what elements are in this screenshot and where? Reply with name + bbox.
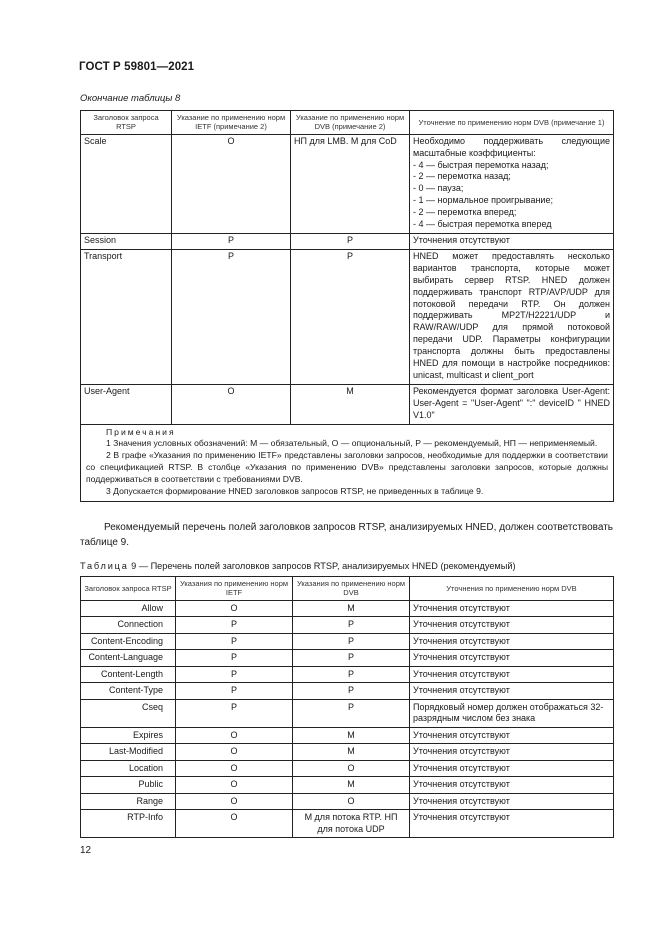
cell-dvb-note: HNED может предоставлять несколько вариантов транспорта, которые может выбирать сервер RTSP. HNED должен поддерживать транспорт RTP/AVP/UDP для потоковой передачи RTP. Он должен поддерживать MP2T/H2221/UDP и RAW/RAW/UDP для прямой потоковой передачи UDP. Параметры конфигурации транспорта должны быть предоставлены HNED для помощи в настройке посредников: unicast, multicast и client_port xyxy=(410,249,614,384)
note-item: 2 В графе «Указания по применению IETF» представлены заголовки запросов, необходимые для поддержки в соответствии со спецификацией RTSP. В столбце «Указания по применению DVB» представлены заголовки запросов, которые должны поддерживаться в соответствии с требованиями DVB. xyxy=(86,450,608,484)
cell-ietf: O xyxy=(176,600,293,617)
table-row xyxy=(81,744,614,761)
cell-dvb-note: Необходимо поддерживать следующие масштабные коэффициенты: - 4 — быстрая перемотка назад; - 2 — перемотка назад; - 0 — пауза; - 1 — нормальное проигрывание; - 2 — перемотка вперед; - 4 — быстрая перемотка вперед xyxy=(410,134,614,233)
cell-dvb: Р xyxy=(293,650,410,667)
cell-ietf: O xyxy=(176,777,293,794)
cell-ietf: Р xyxy=(176,683,293,700)
cell-request-header: Cseq xyxy=(81,699,176,727)
table8-notes-row xyxy=(81,424,614,502)
cell-request-header: Range xyxy=(81,793,176,810)
col-header-dvb: Указание по применению норм DVB (примечание 2) xyxy=(291,111,410,135)
cell-dvb: М для потока RTP. НП для потока UDP xyxy=(293,810,410,838)
cell-request-header: Expires xyxy=(81,727,176,744)
col-header-request: Заголовок запроса RTSP xyxy=(81,577,176,601)
table-row xyxy=(81,793,614,810)
cell-dvb-note: Уточнения отсутствуют xyxy=(410,777,614,794)
cell-dvb: Р xyxy=(293,633,410,650)
cell-dvb-note: Уточнения отсутствуют xyxy=(410,810,614,838)
cell-dvb-note: Уточнения отсутствуют xyxy=(410,683,614,700)
table-9 xyxy=(80,576,614,838)
table-row xyxy=(81,777,614,794)
page-number: 12 xyxy=(80,845,92,856)
table8-caption: Окончание таблицы 8 xyxy=(80,93,181,104)
table-row xyxy=(81,683,614,700)
table-row xyxy=(81,617,614,634)
cell-ietf: Р xyxy=(176,650,293,667)
cell-ietf: Р xyxy=(176,633,293,650)
cell-dvb-note: Уточнения отсутствуют xyxy=(410,744,614,761)
cell-request-header: Transport xyxy=(81,249,172,384)
body-paragraph: Рекомендуемый перечень полей заголовков запросов RTSP, анализируемых HNED, должен соответствовать таблице 9. xyxy=(80,522,613,548)
table-row xyxy=(81,810,614,838)
note-item: 1 Значения условных обозначений: М — обязательный, О — опциональный, Р — рекомендуемый, НП — неприменяемый. xyxy=(106,438,598,449)
cell-dvb: Р xyxy=(291,234,410,250)
cell-dvb: M xyxy=(293,777,410,794)
cell-ietf: O xyxy=(176,744,293,761)
cell-request-header: Location xyxy=(81,760,176,777)
note-item: 3 Допускается формирование HNED заголовков запросов RTSP, не приведенных в таблице 9. xyxy=(106,485,484,496)
cell-request-header: Content-Length xyxy=(81,666,176,683)
table9-caption-text: 9 — Перечень полей заголовков запросов RTSP, анализируемых HNED (рекомендуемый) xyxy=(128,561,516,571)
cell-ietf: Р xyxy=(172,249,291,384)
cell-request-header: Public xyxy=(81,777,176,794)
table9-caption-prefix: Таблица xyxy=(80,561,129,571)
cell-dvb-note: Уточнения отсутствуют xyxy=(410,600,614,617)
col-header-ietf: Указания по применению норм IETF xyxy=(176,577,293,601)
table-row xyxy=(81,249,614,384)
table-row xyxy=(81,234,614,250)
col-header-ietf: Указание по применению норм IETF (примечание 2) xyxy=(172,111,291,135)
cell-request-header: Content-Type xyxy=(81,683,176,700)
cell-dvb: O xyxy=(293,760,410,777)
table-row xyxy=(81,600,614,617)
cell-ietf: O xyxy=(176,793,293,810)
cell-dvb-note: Уточнения отсутствуют xyxy=(410,793,614,810)
cell-request-header: Allow xyxy=(81,600,176,617)
cell-dvb: M xyxy=(291,384,410,424)
notes-title: Примечания xyxy=(106,426,176,437)
cell-dvb-note: Уточнения отсутствуют xyxy=(410,617,614,634)
cell-request-header: RTP-Info xyxy=(81,810,176,838)
table-row xyxy=(81,650,614,667)
cell-dvb: O xyxy=(293,793,410,810)
cell-dvb: Р xyxy=(291,249,410,384)
cell-ietf: Р xyxy=(176,699,293,727)
cell-request-header: Last-Modified xyxy=(81,744,176,761)
col-header-dvb: Указания по применению норм DVB xyxy=(293,577,410,601)
table-row xyxy=(81,727,614,744)
cell-dvb-note: Уточнения отсутствуют xyxy=(410,727,614,744)
cell-ietf: O xyxy=(176,760,293,777)
cell-request-header: Scale xyxy=(81,134,172,233)
cell-ietf: O xyxy=(172,384,291,424)
cell-request-header: Content-Encoding xyxy=(81,633,176,650)
cell-dvb: Р xyxy=(293,683,410,700)
table8-notes xyxy=(81,424,614,502)
cell-dvb: Р xyxy=(293,699,410,727)
cell-ietf: O xyxy=(172,134,291,233)
col-header-dvb-note: Уточнения по применению норм DVB xyxy=(410,577,614,601)
cell-dvb: Р xyxy=(293,617,410,634)
cell-dvb: M xyxy=(293,727,410,744)
cell-dvb-note: Уточнения отсутствуют xyxy=(410,760,614,777)
cell-dvb-note: Порядковый номер должен отображаться 32-разрядным числом без знака xyxy=(410,699,614,727)
cell-ietf: Р xyxy=(176,666,293,683)
cell-request-header: User-Agent xyxy=(81,384,172,424)
cell-dvb-note: Рекомендуется формат заголовка User-Agent: User-Agent = "User-Agent" ":" deviceID " HNED V1.0" xyxy=(410,384,614,424)
cell-dvb: M xyxy=(293,744,410,761)
cell-ietf: O xyxy=(176,727,293,744)
cell-ietf: Р xyxy=(172,234,291,250)
document-header: ГОСТ Р 59801—2021 xyxy=(79,61,195,73)
cell-dvb: НП для LMB. М для CoD xyxy=(291,134,410,233)
cell-dvb-note: Уточнения отсутствуют xyxy=(410,650,614,667)
table-row xyxy=(81,666,614,683)
cell-dvb-note: Уточнения отсутствуют xyxy=(410,234,614,250)
cell-dvb-note: Уточнения отсутствуют xyxy=(410,633,614,650)
col-header-request: Заголовок запроса RTSP xyxy=(81,111,172,135)
table-8 xyxy=(80,110,614,502)
table-row xyxy=(81,134,614,233)
cell-ietf: Р xyxy=(176,617,293,634)
cell-request-header: Connection xyxy=(81,617,176,634)
cell-request-header: Session xyxy=(81,234,172,250)
table-row xyxy=(81,633,614,650)
cell-dvb: Р xyxy=(293,666,410,683)
table9-caption xyxy=(80,561,516,571)
cell-ietf: O xyxy=(176,810,293,838)
cell-request-header: Content-Language xyxy=(81,650,176,667)
table-row xyxy=(81,699,614,727)
col-header-dvb-note: Уточнение по применению норм DVB (примечание 1) xyxy=(410,111,614,135)
cell-dvb: M xyxy=(293,600,410,617)
table-row xyxy=(81,760,614,777)
table-row xyxy=(81,384,614,424)
cell-dvb-note: Уточнения отсутствуют xyxy=(410,666,614,683)
